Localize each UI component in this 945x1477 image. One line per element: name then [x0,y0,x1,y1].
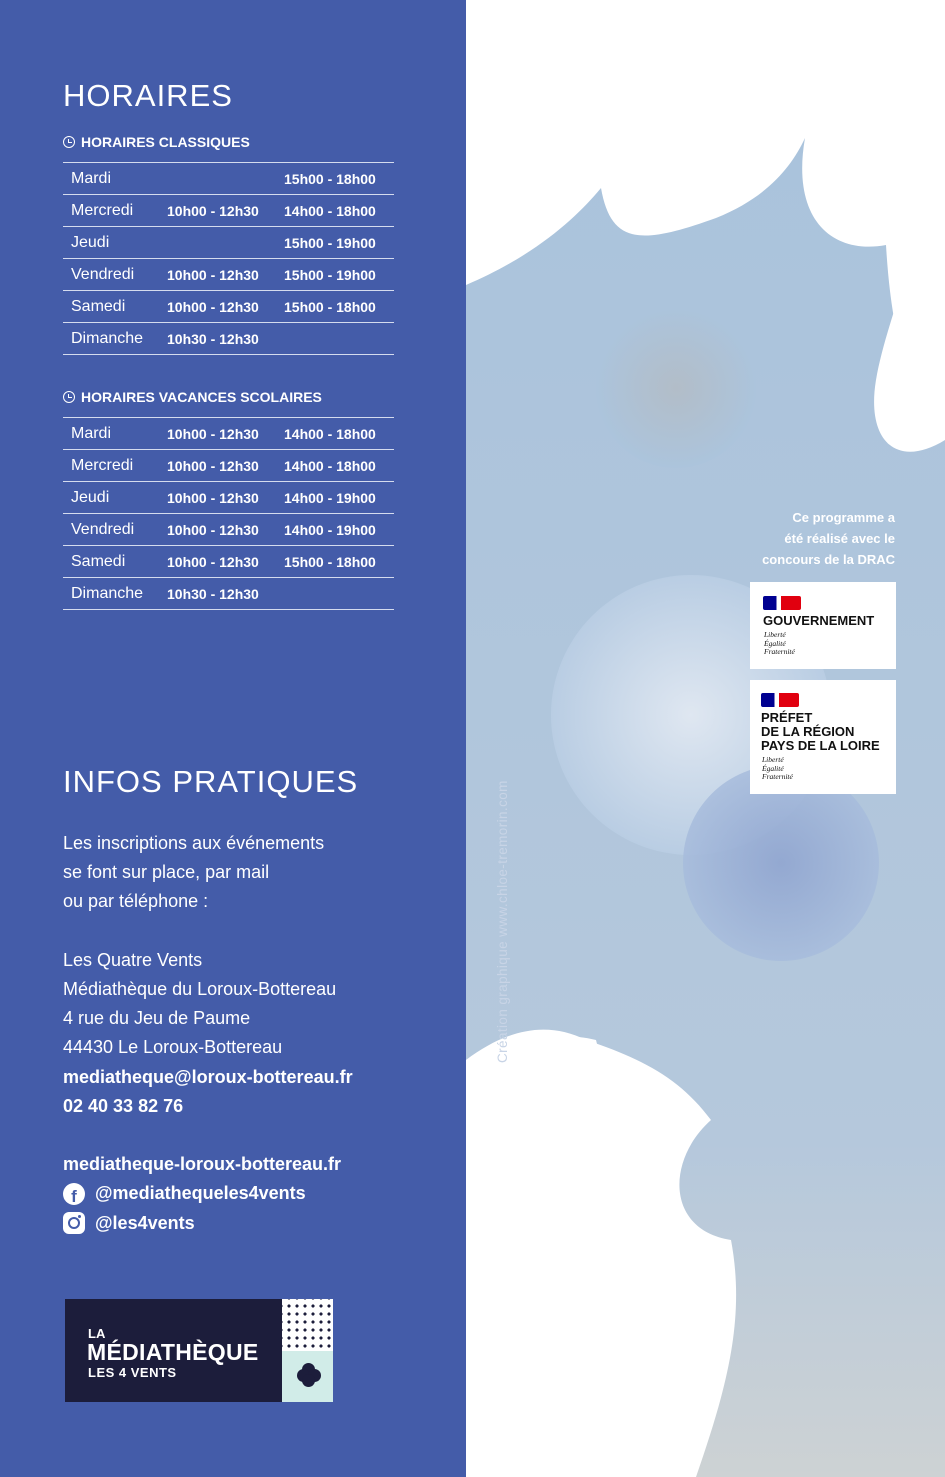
french-flag-icon [761,693,799,707]
day-cell: Dimanche [63,323,167,355]
motto-line: Liberté [762,755,784,764]
gouvernement-logo [750,582,896,669]
dot-grid-pattern [282,1299,333,1351]
motto-line: Égalité [762,763,784,773]
afternoon-cell: 15h00 - 19h00 [284,259,394,291]
table-row [63,418,394,450]
address-line: Médiathèque du Loroux-Bottereau [63,979,337,999]
day-cell: Mardi [63,163,167,195]
address-line: Les Quatre Vents [63,949,203,970]
day-cell: Vendredi [63,514,167,546]
phone-number[interactable]: 02 40 33 82 76 [63,1095,184,1116]
schedule-table-classiques [63,162,394,355]
design-credit: Création graphique www.chloe-tremorin.com [495,780,510,1063]
clover-icon [297,1363,321,1387]
afternoon-cell: 15h00 - 18h00 [284,546,394,578]
table-row [63,195,394,227]
facebook-handle: @mediathequeles4vents [95,1183,306,1204]
afternoon-cell: 14h00 - 19h00 [284,482,394,514]
facebook-icon: f [63,1183,85,1205]
drac-text [762,507,895,570]
prefet-line: PAYS DE LA LOIRE [761,738,880,753]
morning-cell: 10h30 - 12h30 [167,323,284,355]
clock-icon [63,391,75,403]
motto [762,756,793,782]
lower-cutout [466,1036,705,1477]
morning-cell: 10h30 - 12h30 [167,578,284,610]
horaires-vacances-heading [63,389,322,405]
table-row [63,259,394,291]
table-row [63,227,394,259]
day-cell: Vendredi [63,259,167,291]
morning-cell: 10h00 - 12h30 [167,195,284,227]
prefet-name [761,711,880,753]
day-cell: Samedi [63,291,167,323]
infos-block [63,829,353,1238]
clock-icon [63,136,75,148]
afternoon-cell: 15h00 - 18h00 [284,163,394,195]
afternoon-cell: 15h00 - 18h00 [284,291,394,323]
bubble-top [596,308,756,468]
table-row [63,578,394,610]
email-link[interactable]: mediatheque@loroux-bottereau.fr [63,1066,353,1087]
day-cell: Jeudi [63,227,167,259]
motto-line: Liberté [764,630,786,639]
day-cell: Jeudi [63,482,167,514]
afternoon-cell: 15h00 - 19h00 [284,227,394,259]
motto-line: Fraternité [764,647,795,656]
table-row [63,482,394,514]
instagram-handle: @les4vents [95,1212,195,1233]
mediatheque-logo [65,1299,333,1402]
prefet-line: DE LA RÉGION [761,724,855,739]
motto-line: Fraternité [762,772,793,781]
instagram-icon [63,1212,85,1234]
prefet-line: PRÉFET [761,710,813,725]
morning-cell: 10h00 - 12h30 [167,291,284,323]
morning-cell: 10h00 - 12h30 [167,482,284,514]
logo-line-2: MÉDIATHÈQUE [87,1339,259,1365]
drac-line: été réalisé avec le [784,531,895,546]
infos-title: INFOS PRATIQUES [63,764,359,799]
afternoon-cell: 14h00 - 18h00 [284,195,394,227]
website-link[interactable]: mediatheque-loroux-bottereau.fr [63,1154,342,1175]
afternoon-cell: 14h00 - 19h00 [284,514,394,546]
morning-cell [167,227,284,259]
logo-mint-tile [282,1351,333,1402]
drac-line: concours de la DRAC [762,552,895,567]
afternoon-cell [284,323,394,355]
day-cell: Mercredi [63,195,167,227]
table-row [63,291,394,323]
intro-line: se font sur place, par mail [63,862,270,883]
table-row [63,514,394,546]
address-line: 4 rue du Jeu de Paume [63,1008,251,1029]
intro-line: Les inscriptions aux événements [63,833,325,853]
horaires-title: HORAIRES [63,78,233,113]
afternoon-cell [284,578,394,610]
instagram-link[interactable] [63,1209,353,1238]
day-cell: Mercredi [63,450,167,482]
left-panel [0,0,466,1477]
morning-cell: 10h00 - 12h30 [167,514,284,546]
drac-line: Ce programme a [792,510,895,525]
right-panel [466,0,945,1477]
day-cell: Dimanche [63,578,167,610]
horaires-vacances-label: HORAIRES VACANCES SCOLAIRES [81,389,322,405]
horaires-classiques-label: HORAIRES CLASSIQUES [81,134,250,150]
french-flag-icon [763,596,801,610]
horaires-classiques-heading [63,134,250,150]
address-line: 44430 Le Loroux-Bottereau [63,1037,283,1058]
logo-line-3: LES 4 VENTS [88,1365,177,1380]
day-cell: Mardi [63,418,167,450]
intro-line: ou par téléphone : [63,891,209,912]
bubble-lower [683,765,879,961]
afternoon-cell: 14h00 - 18h00 [284,418,394,450]
morning-cell [167,163,284,195]
facebook-link[interactable] [63,1179,353,1208]
morning-cell: 10h00 - 12h30 [167,450,284,482]
prefet-logo [750,680,896,794]
table-row [63,323,394,355]
morning-cell: 10h00 - 12h30 [167,259,284,291]
table-row [63,546,394,578]
motto-line: Égalité [764,638,786,648]
logo-line-1: LA [88,1326,106,1341]
day-cell: Samedi [63,546,167,578]
morning-cell: 10h00 - 12h30 [167,418,284,450]
table-row [63,450,394,482]
table-row [63,163,394,195]
morning-cell: 10h00 - 12h30 [167,546,284,578]
schedule-table-vacances [63,417,394,610]
afternoon-cell: 14h00 - 18h00 [284,450,394,482]
motto [764,631,795,657]
gouvernement-name: GOUVERNEMENT [763,613,875,628]
